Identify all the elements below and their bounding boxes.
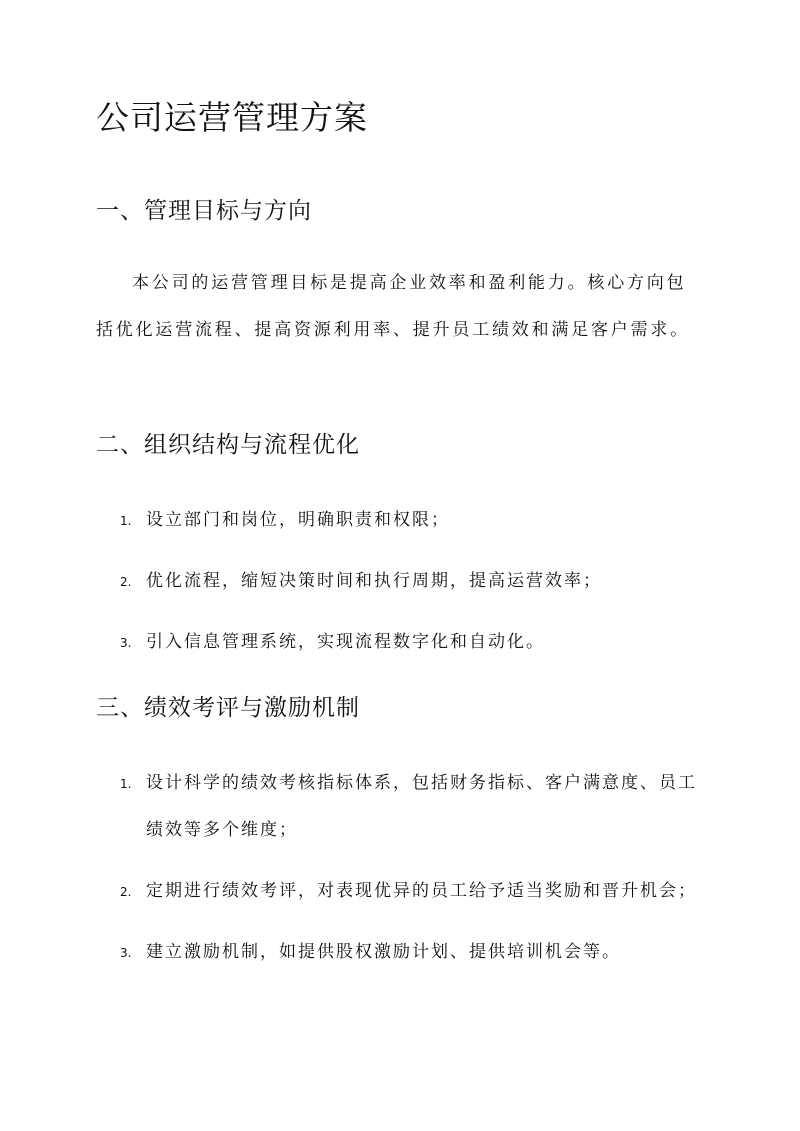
list-item-text: 优化流程，缩短决策时间和执行周期，提高运营效率；	[146, 571, 602, 591]
section-heading-organization: 二、组织结构与流程优化	[96, 432, 360, 458]
list-item-number: 3.	[120, 946, 132, 960]
list-item-number: 3.	[120, 636, 132, 650]
list-item-text: 设计科学的绩效考核指标体系，包括财务指标、客户满意度、员工绩效等多个维度；	[146, 773, 697, 840]
list-item	[96, 497, 706, 544]
list-item	[96, 929, 706, 976]
document-title: 公司运营管理方案	[96, 98, 368, 137]
section-heading-goals: 一、管理目标与方向	[96, 198, 312, 224]
list-item-number: 2.	[120, 885, 132, 899]
performance-list	[96, 760, 706, 990]
list-item-text: 引入信息管理系统，实现流程数字化和自动化。	[146, 632, 545, 652]
organization-list	[96, 497, 706, 680]
list-item	[96, 760, 706, 854]
list-item	[96, 619, 706, 666]
list-item-text: 定期进行绩效考评，对表现优异的员工给予适当奖励和晋升机会；	[146, 881, 697, 901]
list-item-number: 2.	[120, 575, 132, 589]
list-item-number: 1.	[120, 777, 132, 791]
list-item-number: 1.	[120, 514, 132, 528]
list-item-text: 建立激励机制，如提供股权激励计划、提供培训机会等。	[146, 942, 621, 962]
section-paragraph-goals: 本公司的运营管理目标是提高企业效率和盈利能力。核心方向包括优化运营流程、提高资源利用率、提升员工绩效和满足客户需求。	[96, 273, 690, 340]
list-item-text: 设立部门和岗位，明确职责和权限；	[146, 510, 450, 530]
list-item	[96, 868, 706, 915]
section-heading-performance: 三、绩效考评与激励机制	[96, 695, 360, 721]
list-item	[96, 558, 706, 605]
